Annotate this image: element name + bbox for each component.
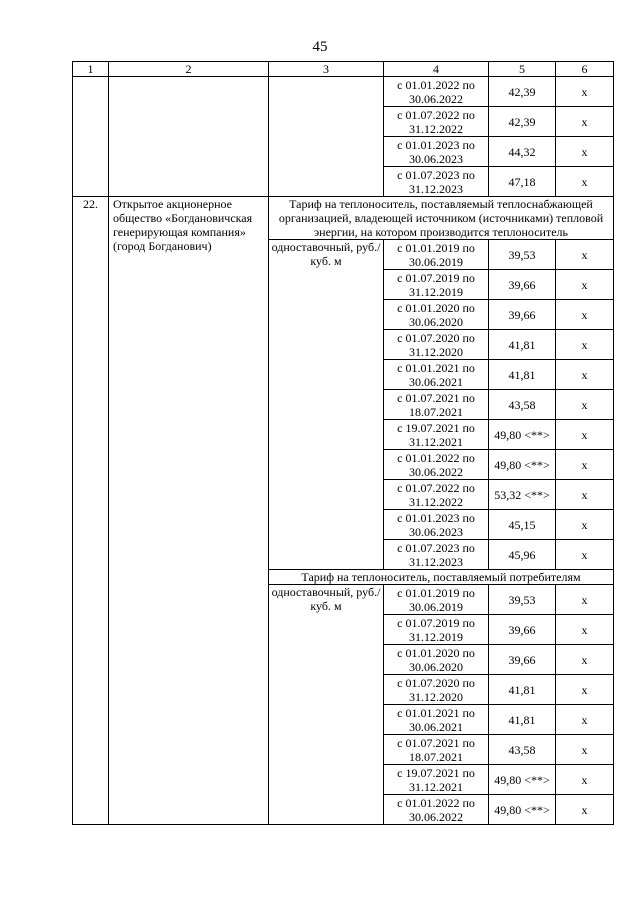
tariff-period: с 19.07.2021 по 31.12.2021 [384, 765, 489, 795]
tariff-mark: х [556, 540, 614, 570]
organization-name: Открытое акционерное общество «Богдановичская генерирующая компания» (город Богданович) [109, 197, 269, 825]
tariff-mark: х [556, 705, 614, 735]
tariff-value: 41,81 [489, 330, 556, 360]
tariff-mark: х [556, 420, 614, 450]
entry-number: 22. [73, 197, 109, 825]
tariff-period: с 01.01.2022 по 30.06.2022 [384, 795, 489, 825]
tariff-mark: х [556, 480, 614, 510]
tariff-period: с 01.07.2019 по 31.12.2019 [384, 270, 489, 300]
tariff-value: 41,81 [489, 705, 556, 735]
page-number: 45 [312, 39, 328, 55]
tariff-period: с 01.01.2021 по 30.06.2021 [384, 360, 489, 390]
tariff-type: одноставочный, руб./куб. м [269, 585, 384, 825]
column-number: 3 [269, 62, 384, 77]
tariff-mark: х [556, 240, 614, 270]
tariff-period: с 01.01.2022 по 30.06.2022 [384, 77, 489, 107]
column-number: 2 [109, 62, 269, 77]
tariff-period: с 01.01.2023 по 30.06.2023 [384, 137, 489, 167]
tariff-period: с 01.01.2019 по 30.06.2019 [384, 585, 489, 615]
tariff-value: 39,66 [489, 270, 556, 300]
tariff-value: 49,80 <**> [489, 420, 556, 450]
tariff-value: 53,32 <**> [489, 480, 556, 510]
tariff-value: 41,81 [489, 360, 556, 390]
tariff-mark: х [556, 137, 614, 167]
tariff-type-cell [269, 77, 384, 197]
tariff-period: с 01.01.2020 по 30.06.2020 [384, 300, 489, 330]
tariff-period: с 01.07.2022 по 31.12.2022 [384, 480, 489, 510]
tariff-period: с 01.07.2020 по 31.12.2020 [384, 675, 489, 705]
tariff-mark: х [556, 360, 614, 390]
tariff-value: 39,53 [489, 240, 556, 270]
column-number: 4 [384, 62, 489, 77]
tariff-period: с 01.07.2023 по 31.12.2023 [384, 540, 489, 570]
tariff-period: с 01.07.2022 по 31.12.2022 [384, 107, 489, 137]
tariff-value: 45,96 [489, 540, 556, 570]
tariff-mark: х [556, 107, 614, 137]
tariff-mark: х [556, 390, 614, 420]
tariff-table [72, 61, 614, 825]
tariff-value: 39,66 [489, 300, 556, 330]
table-row [73, 77, 614, 107]
tariff-value: 45,15 [489, 510, 556, 540]
tariff-mark: х [556, 330, 614, 360]
section-title: Тариф на теплоноситель, поставляемый теплоснабжающей организацией, владеющей источником (источниками) тепловой энергии, на котором производится теплоноситель [269, 197, 614, 240]
column-number-row [73, 62, 614, 77]
tariff-period: с 01.01.2023 по 30.06.2023 [384, 510, 489, 540]
tariff-period: с 01.07.2021 по 18.07.2021 [384, 390, 489, 420]
tariff-mark: х [556, 510, 614, 540]
tariff-value: 43,58 [489, 735, 556, 765]
tariff-period: с 01.07.2021 по 18.07.2021 [384, 735, 489, 765]
tariff-value: 49,80 <**> [489, 795, 556, 825]
tariff-mark: х [556, 585, 614, 615]
tariff-period: с 01.01.2022 по 30.06.2022 [384, 450, 489, 480]
tariff-value: 47,18 [489, 167, 556, 197]
tariff-period: с 01.01.2021 по 30.06.2021 [384, 705, 489, 735]
tariff-period: с 19.07.2021 по 31.12.2021 [384, 420, 489, 450]
tariff-type: одноставочный, руб./куб. м [269, 240, 384, 570]
tariff-period: с 01.07.2020 по 31.12.2020 [384, 330, 489, 360]
tariff-mark: х [556, 795, 614, 825]
tariff-value: 41,81 [489, 675, 556, 705]
tariff-mark: х [556, 615, 614, 645]
tariff-mark: х [556, 450, 614, 480]
tariff-value: 39,53 [489, 585, 556, 615]
tariff-table-body [73, 62, 614, 825]
tariff-value: 42,39 [489, 77, 556, 107]
tariff-mark: х [556, 675, 614, 705]
tariff-value: 43,58 [489, 390, 556, 420]
tariff-mark: х [556, 167, 614, 197]
column-number: 5 [489, 62, 556, 77]
tariff-mark: х [556, 270, 614, 300]
tariff-period: с 01.01.2019 по 30.06.2019 [384, 240, 489, 270]
tariff-mark: х [556, 735, 614, 765]
tariff-value: 44,32 [489, 137, 556, 167]
tariff-value: 49,80 <**> [489, 765, 556, 795]
tariff-period: с 01.01.2020 по 30.06.2020 [384, 645, 489, 675]
tariff-period: с 01.07.2019 по 31.12.2019 [384, 615, 489, 645]
tariff-value: 42,39 [489, 107, 556, 137]
tariff-mark: х [556, 300, 614, 330]
organization-cell [109, 77, 269, 197]
section-header-row [73, 197, 614, 240]
section-title: Тариф на теплоноситель, поставляемый потребителям [269, 570, 614, 585]
column-number: 6 [556, 62, 614, 77]
tariff-mark: х [556, 77, 614, 107]
tariff-value: 39,66 [489, 645, 556, 675]
tariff-mark: х [556, 765, 614, 795]
column-number: 1 [73, 62, 109, 77]
tariff-mark: х [556, 645, 614, 675]
tariff-value: 39,66 [489, 615, 556, 645]
tariff-value: 49,80 <**> [489, 450, 556, 480]
tariff-period: с 01.07.2023 по 31.12.2023 [384, 167, 489, 197]
entry-number-cell [73, 77, 109, 197]
